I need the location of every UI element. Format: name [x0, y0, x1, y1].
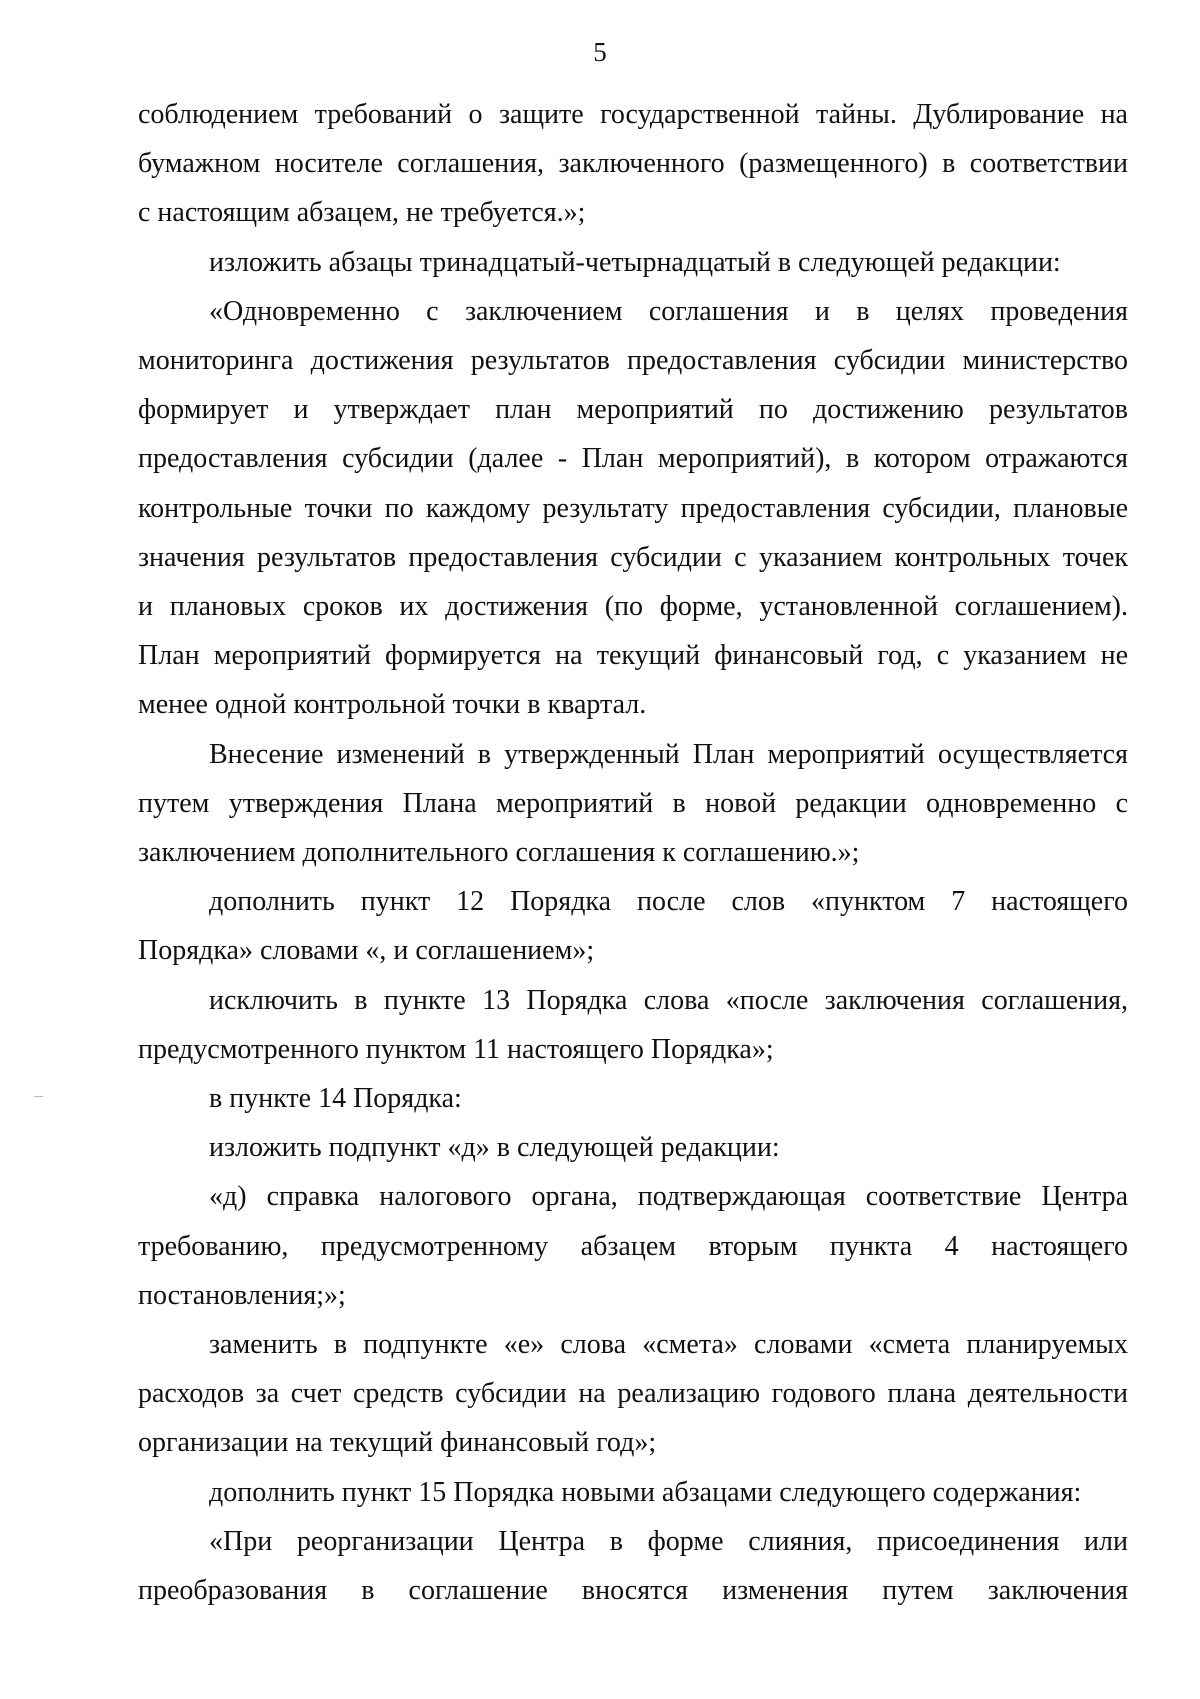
text-line: дополнить пункт 12 Порядка после слов «пунктом 7 настоящего: [209, 886, 1128, 918]
paragraph: [138, 1468, 1128, 1517]
text-line: значения результатов предоставления субсидии с указанием контрольных точек: [138, 541, 1128, 573]
paragraph: [138, 730, 1128, 878]
text-line: изложить подпункт «д» в следующей редакции:: [209, 1132, 780, 1164]
paragraph: [138, 877, 1128, 975]
document-body: [138, 90, 1128, 1615]
text-line: в пункте 14 Порядка:: [209, 1083, 462, 1115]
text-line: менее одной контрольной точки в квартал.: [138, 689, 647, 721]
text-line: предусмотренного пунктом 11 настоящего Порядка»;: [138, 1033, 774, 1065]
text-line: и плановых сроков их достижения (по форме, установленной соглашением).: [138, 591, 1128, 623]
text-line: Внесение изменений в утвержденный План мероприятий осуществляется: [209, 738, 1128, 770]
text-line: дополнить пункт 15 Порядка новыми абзацами следующего содержания:: [209, 1476, 1082, 1508]
text-line: предоставления субсидии (далее - План мероприятий), в котором отражаются: [138, 443, 1128, 475]
paragraph: [138, 1123, 1128, 1172]
text-line: заменить в подпункте «е» слова «смета» словами «смета планируемых: [209, 1329, 1128, 1361]
paragraph: [138, 287, 1128, 730]
text-line: с настоящим абзацем, не требуется.»;: [138, 197, 586, 229]
paragraph: [138, 90, 1128, 238]
text-line: организации на текущий финансовый год»;: [138, 1427, 657, 1459]
text-line: бумажном носителе соглашения, заключенного (размещенного) в соответствии: [138, 148, 1128, 180]
page-number: 5: [593, 37, 607, 67]
text-line: «Одновременно с заключением соглашения и в целях проведения: [209, 295, 1128, 327]
text-line: постановления;»;: [138, 1279, 346, 1311]
text-line: заключением дополнительного соглашения к соглашению.»;: [138, 837, 860, 869]
text-line: контрольные точки по каждому результату предоставления субсидии, плановые: [138, 492, 1128, 524]
text-line: расходов за счет средств субсидии на реализацию годового плана деятельности: [138, 1378, 1128, 1410]
paragraph: [138, 1320, 1128, 1468]
text-line: Порядка» словами «, и соглашением»;: [138, 935, 595, 967]
text-line: путем утверждения Плана мероприятий в новой редакции одновременно с: [138, 787, 1128, 819]
text-line: преобразования в соглашение вносятся изменения путем заключения: [138, 1575, 1128, 1607]
text-line: мониторинга достижения результатов предоставления субсидии министерство: [138, 345, 1128, 377]
margin-mark: [34, 1096, 43, 1097]
paragraph: [138, 1172, 1128, 1320]
paragraph: [138, 1517, 1128, 1615]
text-line: требованию, предусмотренному абзацем вторым пункта 4 настоящего: [138, 1230, 1128, 1262]
text-line: изложить абзацы тринадцатый-четырнадцатый в следующей редакции:: [209, 246, 1061, 278]
text-line: «д) справка налогового органа, подтверждающая соответствие Центра: [209, 1181, 1128, 1213]
paragraph: [138, 976, 1128, 1074]
text-line: формирует и утверждает план мероприятий по достижению результатов: [138, 394, 1128, 426]
text-line: «При реорганизации Центра в форме слияния, присоединения или: [209, 1525, 1128, 1557]
text-line: соблюдением требований о защите государственной тайны. Дублирование на: [138, 99, 1128, 130]
paragraph: [138, 238, 1128, 287]
paragraph: [138, 1074, 1128, 1123]
text-line: исключить в пункте 13 Порядка слова «после заключения соглашения,: [209, 984, 1128, 1016]
text-line: План мероприятий формируется на текущий финансовый год, с указанием не: [138, 640, 1128, 672]
